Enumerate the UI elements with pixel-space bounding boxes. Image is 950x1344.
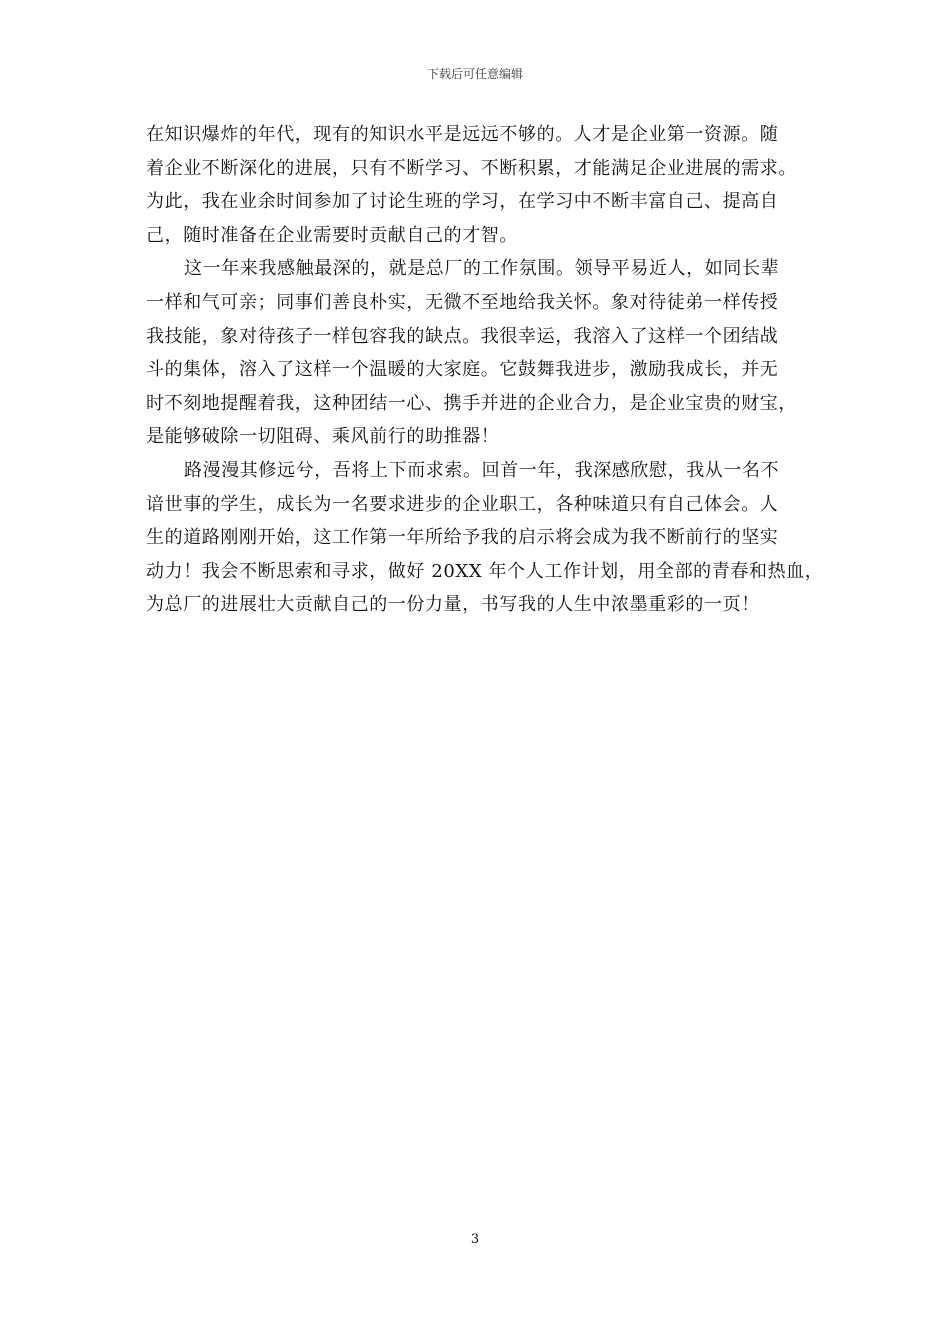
document-body — [146, 118, 824, 622]
text-line: 为总厂的进展壮大贡献自己的一份力量，书写我的人生中浓墨重彩的一页！ — [146, 594, 760, 616]
text-line: 为此，我在业余时间参加了讨论生班的学习，在学习中不断丰富自己、提高自 — [146, 191, 779, 213]
text-line: 是能够破除一切阻碍、乘风前行的助推器！ — [146, 426, 500, 448]
text-line: 生的道路刚刚开始，这工作第一年所给予我的启示将会成为我不断前行的坚实 — [146, 527, 779, 549]
text-line: 一样和气可亲；同事们善良朴实，无微不至地给我关怀。象对待徒弟一样传授 — [146, 291, 779, 313]
text-line: 时不刻地提醒着我，这种团结一心、携手并进的企业合力，是企业宝贵的财宝， — [146, 392, 797, 414]
text-line: 斗的集体，溶入了这样一个温暖的大家庭。它鼓舞我进步，激励我成长，并无 — [146, 359, 779, 381]
text-line: 在知识爆炸的年代，现有的知识水平是远远不够的。人才是企业第一资源。随 — [146, 124, 779, 145]
text-line: 着企业不断深化的进展，只有不断学习、不断积累，才能满足企业进展的需求。 — [146, 157, 797, 179]
text-line: 路漫漫其修远兮，吾将上下而求索。回首一年，我深感欣慰，我从一名不 — [184, 459, 780, 481]
paragraph-3 — [146, 454, 824, 622]
text-line: 己，随时准备在企业需要时贡献自己的才智。 — [146, 224, 518, 246]
text-line: 动力！我会不断思索和寻求，做好 20XX 年个人工作计划，用全部的青春和热血， — [146, 560, 824, 582]
text-line: 谙世事的学生，成长为一名要求进步的企业职工，各种味道只有自己体会。人 — [146, 493, 779, 515]
paragraph-2 — [146, 252, 808, 454]
page-header: 下载后可任意编辑 — [426, 67, 523, 81]
text-line: 我技能，象对待孩子一样包容我的缺点。我很幸运，我溶入了这样一个团结战 — [146, 325, 779, 347]
paragraph-1 — [146, 118, 808, 252]
page-number: 3 — [470, 1232, 480, 1247]
text-line: 这一年来我感触最深的，就是总厂的工作氛围。领导平易近人，如同长辈 — [184, 258, 780, 280]
